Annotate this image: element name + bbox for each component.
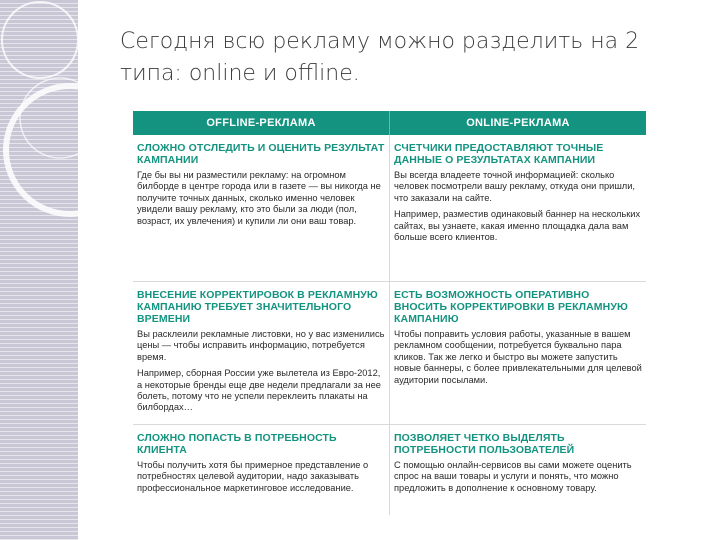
decorative-circles-icon	[0, 0, 78, 540]
cell-title: СЛОЖНО ПОПАСТЬ В ПОТРЕБНОСТЬ КЛИЕНТА	[137, 432, 337, 456]
online-cell	[389, 282, 646, 424]
offline-cell	[133, 135, 389, 281]
cell-text: Вы расклеили рекламные листовки, но у вас изменились цены — чтобы исправить информацию, потребуется время.	[137, 329, 385, 362]
column-header-online: ONLINE-РЕКЛАМА	[389, 111, 646, 135]
comparison-table	[133, 111, 646, 515]
column-header-offline: OFFLINE-РЕКЛАМА	[206, 117, 316, 129]
cell-text: Вы всегда владеете точной информацией: сколько человек посмотрели вашу рекламу, откуда они пришли, что заказали на сайте.	[394, 170, 635, 203]
cell-title: СЧЕТЧИКИ ПРЕДОСТАВЛЯЮТ ТОЧНЫЕ ДАННЫЕ О РЕЗУЛЬТАТАХ КАМПАНИИ	[394, 142, 604, 166]
cell-text: Чтобы поправить условия работы, указанные в вашем рекламном сообщении, потребуется буквально пара кликов. Так же легко и быстро вы можете запустить новые баннеры, с более привлекательными для целевой аудитории посылами.	[394, 329, 642, 385]
online-cell	[389, 135, 646, 281]
online-cell	[389, 425, 646, 515]
cell-text: Например, разместив одинаковый баннер на нескольких сайтах, вы узнаете, какая именно площадка дала вам больше всего клиентов.	[394, 209, 641, 243]
decorative-side-band	[0, 0, 78, 540]
cell-title: ПОЗВОЛЯЕТ ЧЕТКО ВЫДЕЛЯТЬ ПОТРЕБНОСТИ ПОЛЬЗОВАТЕЛЕЙ	[394, 432, 575, 456]
cell-text: Где бы вы ни разместили рекламу: на огромном билборде в центре города или в газете — вы никогда не получите точных данных, сколько именно человек увидели вашу рекламу, кто это были за люди (пол, возраст, их увлечения) и купили ли они ваш товар.	[137, 170, 381, 226]
slide-title: Сегодня всю рекламу можно разделить на 2 типа: online и offline.	[120, 29, 640, 86]
table-row	[133, 282, 646, 425]
table-header	[133, 111, 646, 135]
cell-title: ЕСТЬ ВОЗМОЖНОСТЬ ОПЕРАТИВНО ВНОСИТЬ КОРРЕКТИРОВКИ В РЕКЛАМНУЮ КАМПАНИЮ	[394, 289, 628, 325]
offline-cell	[133, 425, 389, 515]
table-row	[133, 135, 646, 282]
cell-text: Чтобы получить хотя бы примерное представление о потребностях целевой аудитории, надо заказывать профессиональное маркетинговое исследование.	[137, 460, 369, 493]
offline-cell	[133, 282, 389, 424]
cell-title: СЛОЖНО ОТСЛЕДИТЬ И ОЦЕНИТЬ РЕЗУЛЬТАТ КАМПАНИИ	[137, 142, 385, 166]
cell-title: ВНЕСЕНИЕ КОРРЕКТИРОВОК В РЕКЛАМНУЮ КАМПАНИЮ ТРЕБУЕТ ЗНАЧИТЕЛЬНОГО ВРЕМЕНИ	[137, 289, 378, 325]
cell-text: Например, сборная России уже вылетела из Евро-2012, а некоторые бренды еще две недели предлагали за нее болеть, потому что не успели переклеить плакаты на билбордах…	[137, 368, 381, 413]
cell-text: С помощью онлайн-сервисов вы сами можете оценить спрос на ваши товары и услуги и понять, что можно предложить в дополнение к основному товару.	[394, 460, 632, 493]
table-row	[133, 425, 646, 515]
